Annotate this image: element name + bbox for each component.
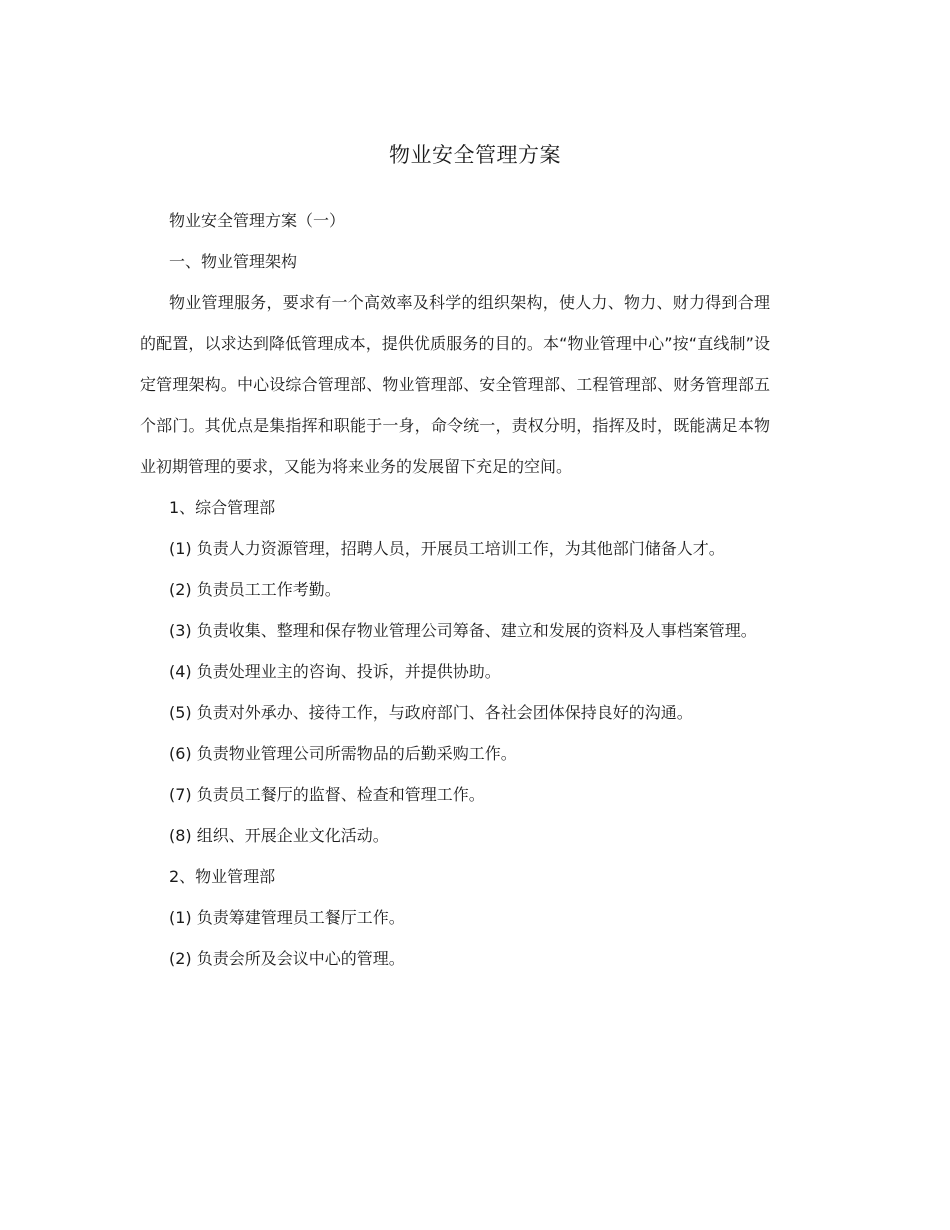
list-item: (2) 负责会所及会议中心的管理。: [169, 949, 405, 968]
section-heading-architecture: 一、物业管理架构: [169, 252, 298, 271]
list-item: (5) 负责对外承办、接待工作，与政府部门、各社会团体保持良好的沟通。: [169, 703, 693, 722]
list-item: (6) 负责物业管理公司所需物品的后勤采购工作。: [169, 744, 517, 763]
list-item: (1) 负责人力资源管理，招聘人员，开展员工培训工作，为其他部门储备人才。: [169, 539, 725, 558]
list-item: (8) 组织、开展企业文化活动。: [169, 826, 389, 845]
list-item: (1) 负责筹建管理员工餐厅工作。: [169, 908, 405, 927]
list-item: (2) 负责员工工作考勤。: [169, 580, 341, 599]
document-title: 物业安全管理方案: [389, 143, 561, 167]
subsection-heading-general-management: 1、综合管理部: [169, 498, 276, 517]
list-item: (3) 负责收集、整理和保存物业管理公司筹备、建立和发展的资料及人事档案管理。: [169, 621, 757, 640]
section-subtitle: 物业安全管理方案（一）: [169, 211, 346, 230]
list-item: (7) 负责员工餐厅的监督、检查和管理工作。: [169, 785, 485, 804]
list-item: (4) 负责处理业主的咨询、投诉，并提供协助。: [169, 662, 501, 681]
subsection-heading-property-management: 2、物业管理部: [169, 867, 276, 886]
body-paragraph-intro: 物业管理服务，要求有一个高效率及科学的组织架构，使人力、物力、财力得到合理的配置，以求达到降低管理成本，提供优质服务的目的。本“物业管理中心”按“直线制”设定管理架构。中心设综合管理部、物业管理部、安全管理部、工程管理部、财务管理部五个部门。其优点是集指挥和职能于一身，命令统一，责权分明，指挥及时，既能满足本物业初期管理的要求，又能为将来业务的发展留下充足的空间。: [140, 293, 770, 476]
document-body: [140, 200, 770, 979]
